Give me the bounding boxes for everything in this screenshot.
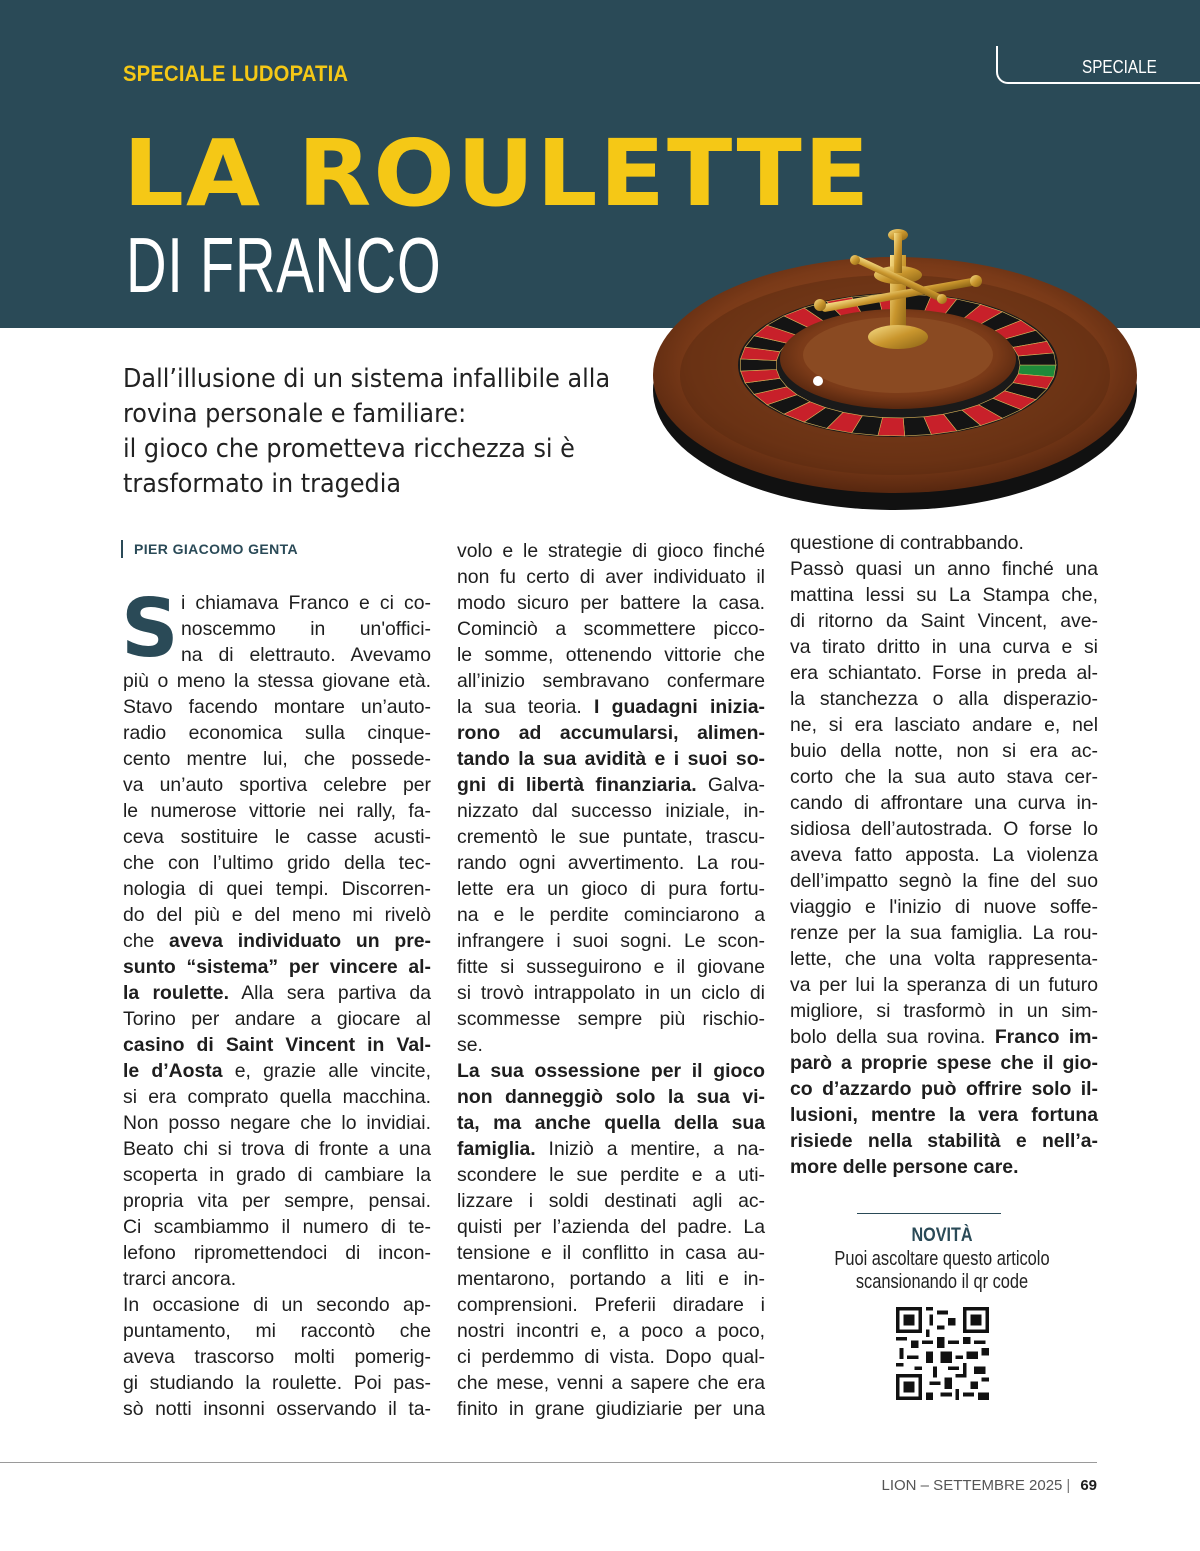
article-standfirst bbox=[123, 362, 611, 502]
drop-cap: S bbox=[121, 582, 179, 675]
page-number: 69 bbox=[1080, 1477, 1097, 1494]
byline-bar bbox=[121, 540, 123, 558]
footer-separator: | bbox=[1066, 1477, 1071, 1494]
article-subtitle: DI FRANCO bbox=[126, 221, 442, 309]
article-column-3: questione di contrabbando. Passò quasi un anno finché una mattina lessi su La Stampa che, di ritorno da Saint Vincent, ave- va tirato dritto in una curva e si era schiantato. Forse in preda al- la stanchezza o alla disperazio- ne, si era lasciato andare e, nel buio della notte, non si era ac- corto che la sua auto stava cer- cando di affrontare una curva in- sidiosa dell’autostrada. O forse lo aveva fatto apposta. La violenza dell’impatto segnò la fine del suo viaggio e l'inizio di nuove soffe- renze per la sua famiglia. La rou- lette, che una volta rappresenta- va per lui la speranza di un futuro migliore, si trasformò in un sim- bolo della sua rovina. Franco im- parò a proprie spese che il gio- co d’azzardo può offrire solo il- lusioni, mentre la vera fortuna risiede nella stabilità e nell’a- more delle persone care. bbox=[790, 532, 1098, 1178]
section-kicker: SPECIALE LUDOPATIA bbox=[123, 61, 349, 86]
article-title: LA ROULETTE bbox=[123, 120, 872, 227]
section-label: SPECIALE bbox=[1082, 57, 1157, 77]
page-footer bbox=[860, 1477, 1097, 1494]
standfirst-line: Dall’illusione di un sistema infallibile alla bbox=[123, 364, 611, 394]
roulette-wheel-image bbox=[650, 215, 1150, 515]
novita-line: Puoi ascoltare questo articolo bbox=[834, 1248, 1050, 1270]
standfirst-line: rovina personale e familiare: bbox=[123, 399, 467, 429]
novita-title: NOVITÀ bbox=[911, 1225, 973, 1246]
magazine-issue: LION – SETTEMBRE 2025 bbox=[881, 1477, 1063, 1494]
novita-line: scansionando il qr code bbox=[855, 1271, 1029, 1293]
qr-code-icon[interactable] bbox=[896, 1307, 989, 1400]
wheel-pocket bbox=[741, 359, 777, 371]
novita-divider bbox=[857, 1213, 1001, 1214]
article-column-1: i chiamava Franco e ci co- noscemmo in un'offici- na di elettrauto. Avevamo più o meno la stessa giovane età. Stavo facendo montare un’auto- radio economica sulla cinque- cento mentre lui, che possede- va un’auto sportiva celebre per le numerose vittorie nei rally, fa- ceva sostituire le casse acusti- che con l’ultimo grido della tec- nologia di quei tempi. Discorren- do del più e del meno mi rivelò che aveva individuato un pre- sunto “sistema” per vincere al- la roulette. Alla sera partiva da Torino per andare a giocare al casino di Saint Vincent in Val- le d’Aosta e, grazie alle vincite, si era comprato quella macchina. Non posso negare che lo invidiai. Beato chi si trova di fronte a una scoperta in grado di cambiare la propria vita per sempre, pensai. Ci scambiammo il numero di te- lefono ripromettendoci di incon- trarci ancora. In occasione di un secondo ap- puntamento, mi raccontò che aveva trascorso molti pomerig- gi studiando la roulette. Poi pas- sò notti insonni osservando il ta- bbox=[123, 592, 431, 1420]
author-byline: PIER GIACOMO GENTA bbox=[134, 541, 299, 557]
article-column-2: volo e le strategie di gioco finché non fu certo di aver individuato il modo sicuro per battere la casa. Cominciò a scommettere picco- le somme, ottenendo vittorie che all’inizio sembravano confermare la sua teoria. I guadagni inizia- rono ad accumularsi, alimen- tando la sua avidità e i suoi so- gni di libertà finanziaria. Galva- nizzato dal successo iniziale, in- crementò le sue puntate, trascu- rando ogni avvertimento. La rou- lette era un gioco di pura fortu- na e le perdite cominciarono a infrangere i suoi sogni. Le scon- fitte si susseguirono e il giovane si trovò intrappolato in un ciclo di scommesse sempre più rischio- se. La sua ossessione per il gioco non danneggiò solo la sua vi- ta, ma anche quella della sua famiglia. Iniziò a mentire, a na- scondere le sue perdite e a uti- lizzare i soldi destinati agli ac- quisti per l’azienda del padre. La tensione e il conflitto in casa au- mentarono, portando a liti e in- comprensioni. Preferii diradare i nostri incontri e, a poco a poco, ci perdemmo di vista. Dopo qual- che mese, venni a sapere che era finito in grane giudiziarie per una bbox=[457, 540, 766, 1420]
footer-divider bbox=[0, 1462, 1097, 1463]
standfirst-line: il gioco che prometteva ricchezza si è bbox=[123, 434, 575, 464]
novita-text bbox=[817, 1248, 1066, 1294]
standfirst-line: trasformato in tragedia bbox=[123, 469, 402, 499]
